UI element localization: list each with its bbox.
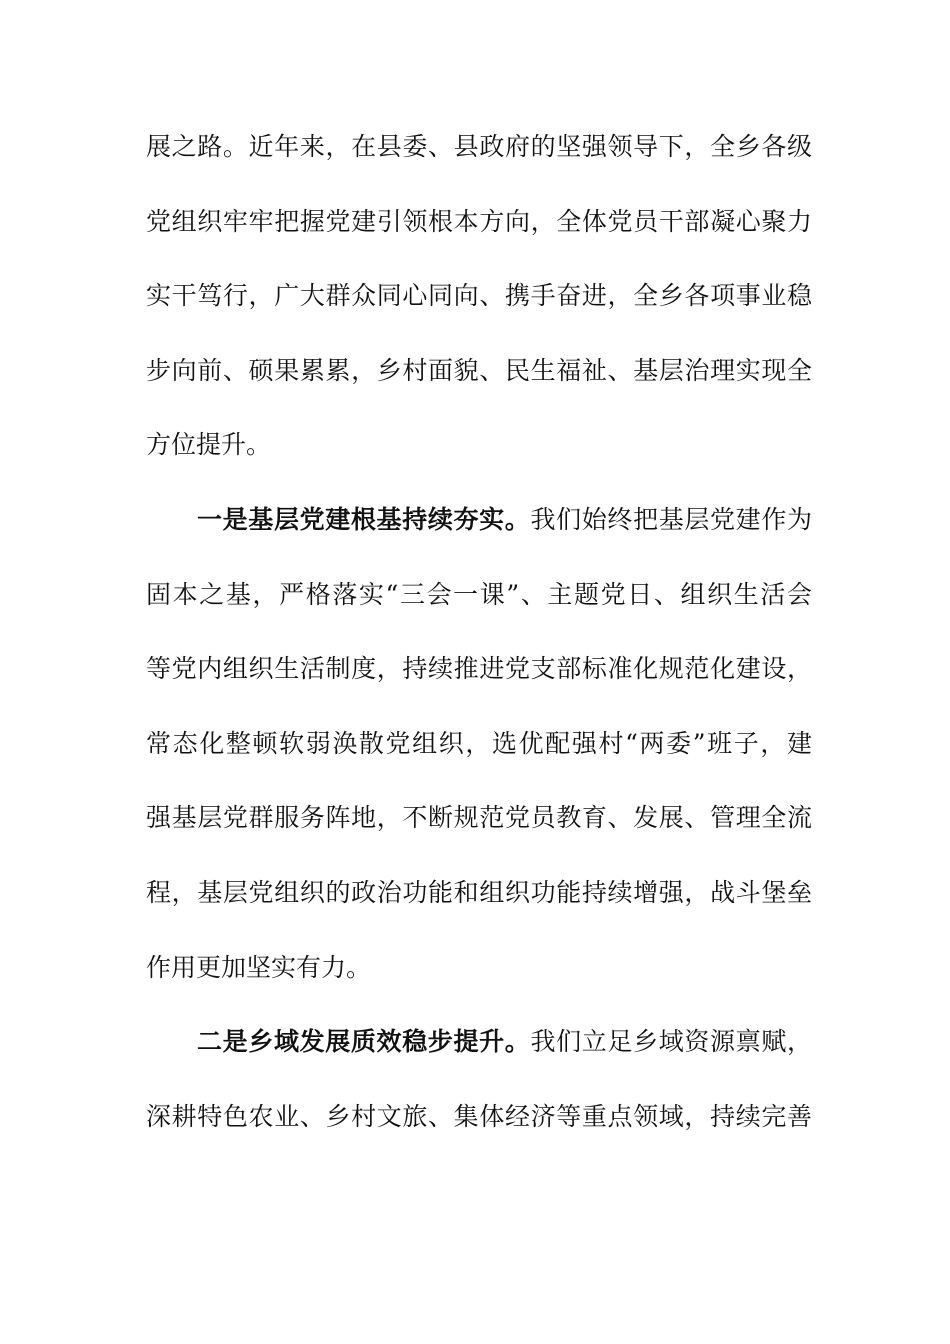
paragraph-heading: 二是乡域发展质效稳步提升。 <box>197 1027 531 1057</box>
body-line: 深耕特色农业、乡村文旅、集体经济等重点领域，持续完善 <box>146 1101 812 1131</box>
paragraph-text: 我们立足乡域资源禀赋， <box>530 1027 812 1057</box>
body-line: 固本之基，严格落实“三会一课”、主题党日、组织生活会 <box>146 579 812 609</box>
document-body <box>146 132 812 1176</box>
body-line: 步向前、硕果累累，乡村面貌、民生福祉、基层治理实现全 <box>146 355 812 385</box>
body-line: 作用更加坚实有力。 <box>146 952 372 982</box>
body-line: 方位提升。 <box>146 430 272 460</box>
body-line: 党组织牢牢把握党建引领根本方向，全体党员干部凝心聚力 <box>146 206 812 236</box>
body-line: 等党内组织生活制度，持续推进党支部标准化规范化建设， <box>146 654 812 684</box>
body-line: 实干笃行，广大群众同心同向、携手奋进，全乡各项事业稳 <box>146 281 812 311</box>
body-line: 程，基层党组织的政治功能和组织功能持续增强，战斗堡垒 <box>146 877 812 907</box>
paragraph-first-line <box>146 1027 812 1057</box>
paragraph-first-line <box>146 505 812 535</box>
body-line: 常态化整顿软弱涣散党组织，选优配强村“两委”班子，建 <box>146 728 812 758</box>
body-line: 展之路。近年来，在县委、县政府的坚强领导下，全乡各级 <box>146 132 812 161</box>
body-line: 强基层党群服务阵地，不断规范党员教育、发展、管理全流 <box>146 803 812 833</box>
paragraph-text: 我们始终把基层党建作为 <box>530 504 812 534</box>
paragraph-heading: 一是基层党建根基持续夯实。 <box>197 504 531 534</box>
